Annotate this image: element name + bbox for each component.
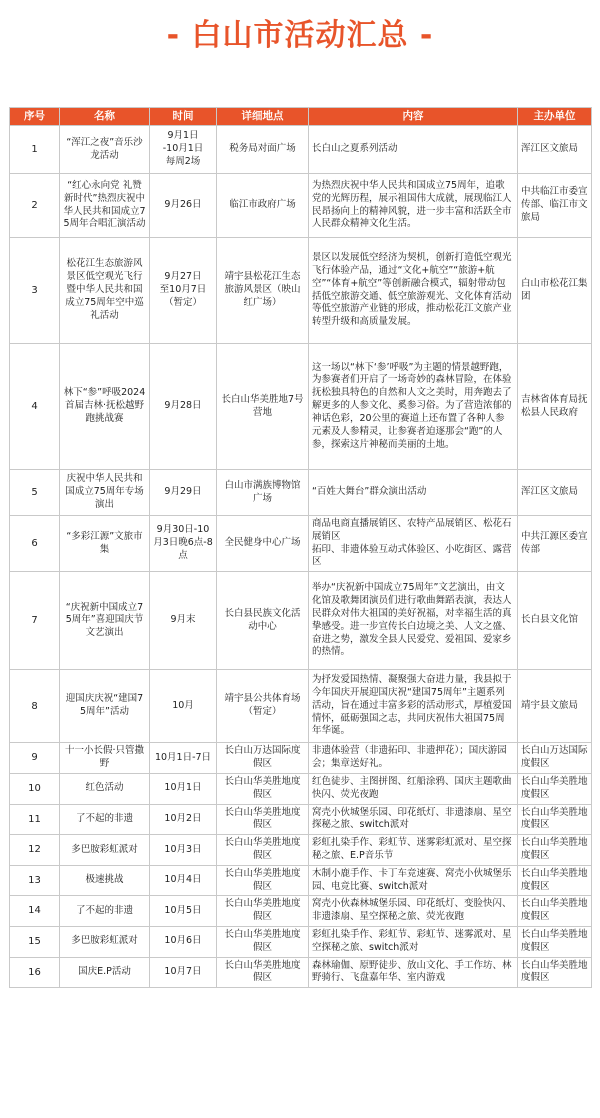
cell-organizer-text: 长白山华美胜地度假区 [521, 837, 588, 861]
cell-content-text: 森林瑜伽、原野徒步、放山文化、手工作坊、林野骑行、飞盘嘉年华、室内游戏 [312, 959, 512, 984]
cell-venue [217, 174, 309, 238]
cell-venue [217, 238, 309, 344]
cell-name-text: 红色活动 [85, 782, 124, 794]
cell-time [150, 238, 217, 344]
cell-time [150, 957, 217, 988]
cell-time-text: 10月6日 [164, 935, 202, 947]
cell-no [10, 572, 60, 670]
table-row [10, 344, 592, 470]
table-row [10, 470, 592, 516]
cell-content [309, 126, 518, 174]
cell-name-text: 了不起的非遗 [75, 904, 133, 916]
cell-no-text: 8 [31, 700, 38, 712]
cell-name [60, 238, 150, 344]
page-title: - 白山市活动汇总 - [166, 18, 434, 53]
cell-organizer-text: 长白山华美胜地度假区 [521, 898, 588, 923]
cell-no [10, 804, 60, 835]
cell-content [309, 773, 518, 804]
cell-organizer [518, 572, 592, 670]
cell-organizer [518, 174, 592, 238]
cell-name-text: “浑江之夜”音乐沙龙活动 [66, 136, 143, 161]
cell-venue-text: 长白山华美胜地度假区 [224, 959, 301, 984]
cell-content [309, 957, 518, 988]
table-row [10, 804, 592, 835]
cell-no-text: 6 [31, 537, 38, 549]
cell-no-text: 13 [28, 874, 41, 886]
cell-name [60, 804, 150, 835]
cell-venue-text: 白山市满族博物馆广场 [224, 479, 301, 504]
header-organizer: 主办单位 [518, 108, 592, 126]
cell-no-text: 1 [31, 143, 38, 155]
cell-content [309, 896, 518, 927]
cell-no [10, 670, 60, 743]
cell-name-text: 林下“参”呼吸2024首届吉林·抚松越野跑挑战赛 [63, 387, 146, 424]
cell-time [150, 670, 217, 743]
cell-no [10, 126, 60, 174]
cell-time [150, 835, 217, 866]
cell-time-text: 10月1日 [164, 782, 202, 794]
cell-no [10, 773, 60, 804]
cell-no [10, 470, 60, 516]
cell-name [60, 896, 150, 927]
cell-content-text: 红色徒步、主图拼图、红船涂鸦、国庆主题歌曲快闪、荧光夜跑 [312, 775, 512, 800]
cell-content-text: 景区以发展低空经济为契机，创新打造低空观光飞行体验产品，通过“文化+航空”“旅游+航空”“体育+航空”等创新融合模式，辐射带动包括低空旅游交通、低空旅游观光、文化体育活动等低空旅游产业链的形成，推动松花江文旅产业转型升级和高质量发展。 [312, 252, 512, 328]
cell-time-text: 9月26日 [164, 199, 202, 211]
cell-organizer [518, 516, 592, 572]
cell-organizer-text: 中共临江市委宣传部、临江市文旅局 [521, 186, 588, 223]
cell-venue-text: 长白山华美胜地度假区 [224, 775, 301, 800]
cell-organizer-text: 浑江区文旅局 [521, 143, 579, 155]
cell-name-text: 十一小长假·只管撒野 [64, 745, 145, 770]
cell-no-text: 7 [31, 615, 38, 626]
cell-venue [217, 773, 309, 804]
cell-content-text: “百姓大舞台”群众演出活动 [312, 486, 427, 498]
cell-venue-text: 税务局对面广场 [229, 143, 296, 155]
cell-organizer [518, 126, 592, 174]
cell-organizer-text: 吉林省体育局抚松县人民政府 [521, 393, 588, 418]
cell-no [10, 927, 60, 958]
cell-content-text: 为热烈庆祝中华人民共和国成立75周年，追歌党的光辉历程，展示祖国伟大成就，展现临江人民昂扬向上的精神风貌，进一步丰富和活跃全市人民群众精神文化生活。 [312, 179, 512, 230]
cell-time [150, 743, 217, 774]
cell-venue-text: 靖宇县松花江生态旅游风景区（映山红广场） [224, 271, 301, 308]
cell-content-text: 举办“庆祝新中国成立75周年”文艺演出，由文化馆及歌舞团演员们进行歌曲舞蹈表演，表达人民群众对伟大祖国的美好祝福，对幸福生活的真挚感受。进一步宣传长白边境之美、人文之盛、奋进之势，激发全县人民爱党、爱祖国、爱家乡的热情。 [312, 582, 512, 658]
cell-name [60, 516, 150, 572]
cell-name [60, 126, 150, 174]
cell-organizer [518, 743, 592, 774]
cell-time [150, 470, 217, 516]
cell-name-text: 庆祝中华人民共和国成立75周年专场演出 [65, 473, 144, 510]
cell-name-text: “红心永向党 礼赞新时代”热烈庆祝中华人民共和国成立75周年合唱汇演活动 [63, 179, 146, 230]
cell-no-text: 10 [28, 782, 41, 794]
cell-organizer [518, 238, 592, 344]
cell-time [150, 516, 217, 572]
cell-organizer-text: 长白山万达国际度假区 [521, 745, 588, 770]
cell-organizer [518, 344, 592, 470]
cell-time [150, 896, 217, 927]
cell-no-text: 11 [28, 813, 41, 825]
cell-no [10, 174, 60, 238]
header-venue: 详细地点 [217, 108, 309, 126]
cell-name [60, 670, 150, 743]
cell-time-text: 9月28日 [164, 400, 202, 412]
cell-name [60, 572, 150, 670]
cell-name [60, 344, 150, 470]
cell-organizer-text: 浑江区文旅局 [521, 486, 579, 498]
cell-organizer-text: 长白山华美胜地度假区 [521, 959, 588, 984]
cell-venue [217, 804, 309, 835]
table-row [10, 572, 592, 670]
table-row [10, 957, 592, 988]
cell-content [309, 743, 518, 774]
cell-name [60, 470, 150, 516]
cell-content-text: 这一场以“林下‘参’呼吸”为主题的情景越野跑，为参赛者们开启了一场奇妙的森林冒险，在体验抚松独具特色的自然和人文之美时，用奔跑去了解更多的人参文化、奚参习俗。为了营造浓郁的神话色彩，20公里的赛道上还布置了各种人参元素及人参精灵，让参赛者迫逐那会“跑”的人参，探索这片神秘而美丽的土地。 [312, 361, 512, 450]
cell-organizer-text: 长白县文化馆 [521, 614, 579, 626]
cell-content-text: 窝壳小伙城堡乐园、印花纸灯、非遗漆扇、星空探秘之旅、switch派对 [312, 806, 512, 831]
cell-venue-text: 长白山万达国际度假区 [224, 745, 301, 770]
cell-venue-text: 长白县民族文化活动中心 [224, 607, 301, 632]
table-row [10, 773, 592, 804]
table-row [10, 516, 592, 572]
cell-content [309, 572, 518, 670]
cell-name [60, 743, 150, 774]
table-row [10, 670, 592, 743]
cell-content-text: 长白山之夏系列活动 [312, 143, 398, 155]
table-row [10, 743, 592, 774]
table-row [10, 238, 592, 344]
cell-content-text: 木制小鹿手作、卡丁车竞速赛、窝壳小伙城堡乐园、电竞比赛、switch派对 [312, 867, 512, 892]
cell-venue-text: 长白山华美胜地7号营地 [221, 393, 304, 418]
cell-time-text: 10月5日 [164, 904, 202, 916]
cell-name [60, 865, 150, 896]
cell-content [309, 344, 518, 470]
cell-content [309, 804, 518, 835]
cell-organizer-text: 白山市松花江集团 [521, 277, 588, 302]
header-no: 序号 [10, 108, 60, 126]
cell-organizer-text: 长白山华美胜地度假区 [521, 806, 588, 831]
cell-venue [217, 470, 309, 516]
cell-no-text: 9 [31, 752, 38, 764]
cell-content [309, 927, 518, 958]
cell-venue [217, 572, 309, 670]
cell-venue-text: 长白山华美胜地度假区 [224, 929, 301, 953]
cell-venue [217, 516, 309, 572]
cell-time [150, 773, 217, 804]
cell-name-text: 多巴胺彩虹派对 [71, 843, 138, 855]
cell-venue-text: 长白山华美胜地度假区 [224, 898, 301, 923]
cell-name [60, 174, 150, 238]
cell-no-text: 12 [28, 844, 41, 856]
cell-time-text: 10月3日 [164, 843, 202, 855]
cell-time [150, 126, 217, 174]
cell-no [10, 835, 60, 866]
table-row [10, 865, 592, 896]
cell-venue [217, 927, 309, 958]
header-content: 内容 [309, 108, 518, 126]
table-row [10, 896, 592, 927]
cell-name-text: 极速挑战 [85, 874, 124, 886]
cell-no-text: 15 [28, 936, 41, 948]
table-row [10, 835, 592, 866]
cell-content [309, 174, 518, 238]
cell-organizer-text: 长白山华美胜地度假区 [521, 775, 588, 800]
cell-organizer [518, 835, 592, 866]
cell-no-text: 14 [28, 905, 41, 917]
cell-venue [217, 835, 309, 866]
cell-venue-text: 靖宇县公共体育场（暂定） [224, 693, 301, 718]
cell-venue-text: 临江市政府广场 [229, 199, 296, 211]
cell-venue [217, 670, 309, 743]
cell-time [150, 927, 217, 958]
cell-content-text: 彩虹扎染手作、彩虹节、彩虹节、迷雾派对、星空探秘之旅、switch派对 [312, 929, 512, 953]
cell-time-text: 9月30日-10月3日晚6点-8点 [153, 524, 213, 562]
cell-organizer [518, 804, 592, 835]
cell-no-text: 3 [31, 284, 38, 296]
header-time: 时间 [150, 108, 217, 126]
cell-no [10, 238, 60, 344]
cell-time [150, 174, 217, 238]
cell-time-text: 10月1日-7日 [154, 751, 212, 763]
cell-time-text: 9月1日 -10月1日 每周2场 [162, 130, 204, 167]
cell-name-text: “多彩江源”文旅市集 [66, 530, 143, 555]
table-header-row [10, 108, 592, 126]
cell-time-text: 9月29日 [164, 486, 202, 498]
cell-no-text: 2 [31, 199, 38, 211]
cell-name-text: 了不起的非遗 [75, 812, 133, 824]
cell-content [309, 238, 518, 344]
cell-venue [217, 865, 309, 896]
cell-no-text: 4 [31, 400, 38, 412]
cell-time-text: 10月2日 [164, 812, 202, 824]
cell-no [10, 516, 60, 572]
cell-venue-text: 长白山华美胜地度假区 [224, 867, 301, 892]
cell-venue [217, 344, 309, 470]
cell-no-text: 16 [28, 966, 41, 978]
cell-content-text: 商品电商直播展销区、农特产品展销区、松花石展销区 拓印、非遗体验互动式体验区、小吃街区、露营区 [312, 518, 512, 568]
cell-organizer [518, 670, 592, 743]
events-table [9, 107, 592, 988]
cell-organizer-text: 中共江源区委宣传部 [521, 530, 588, 555]
cell-organizer [518, 957, 592, 988]
cell-venue [217, 896, 309, 927]
cell-time [150, 572, 217, 670]
cell-name-text: “庆祝新中国成立75周年”喜迎国庆节文艺演出 [65, 601, 144, 639]
cell-name [60, 773, 150, 804]
table-row [10, 927, 592, 958]
cell-time [150, 344, 217, 470]
cell-organizer-text: 长白山华美胜地度假区 [521, 867, 588, 892]
cell-no [10, 743, 60, 774]
cell-name [60, 835, 150, 866]
cell-content [309, 835, 518, 866]
cell-content-text: 非遗体验营（非遗拓印、非遗押花）；国庆游园会；集章送好礼。 [312, 745, 507, 770]
cell-name-text: 国庆E.P活动 [78, 966, 131, 978]
cell-organizer-text: 长白山华美胜地度假区 [521, 929, 588, 953]
cell-time [150, 865, 217, 896]
cell-organizer-text: 靖宇县文旅局 [521, 699, 579, 711]
cell-organizer [518, 927, 592, 958]
cell-content [309, 670, 518, 743]
cell-content [309, 865, 518, 896]
cell-venue-text: 长白山华美胜地度假区 [224, 837, 301, 861]
cell-organizer [518, 865, 592, 896]
cell-time-text: 9月末 [170, 614, 196, 626]
cell-content-text: 窝壳小伙森林城堡乐园、印花纸灯、变脸快闪、非遗漆扇、星空探秘之旅、荧光夜跑 [312, 898, 512, 923]
header-name: 名称 [60, 108, 150, 126]
cell-venue [217, 126, 309, 174]
cell-content-text: 为抒发爱国热情、凝聚强大奋进力量，我县拟于今年国庆开展迎国庆祝“建国75周年”主题系列活动，旨在通过丰富多彩的活动形式，厚植爱国情怀，砥砺强国之志，共同庆祝伟大祖国75周年华诞。 [312, 674, 512, 737]
cell-venue-text: 全民健身中心广场 [224, 537, 301, 549]
cell-no [10, 957, 60, 988]
cell-content [309, 470, 518, 516]
cell-time-text: 9月27日 至10月7日 （暂定） [159, 271, 207, 308]
cell-venue [217, 743, 309, 774]
cell-time-text: 10月 [172, 699, 194, 711]
cell-no-text: 5 [31, 486, 38, 498]
cell-name-text: 迎国庆庆祝“建国75周年”活动 [65, 693, 144, 718]
cell-venue-text: 长白山华美胜地度假区 [224, 806, 301, 831]
cell-time-text: 10月7日 [164, 966, 202, 978]
cell-no [10, 896, 60, 927]
cell-name-text: 多巴胺彩虹派对 [71, 935, 138, 947]
cell-no [10, 865, 60, 896]
cell-name [60, 957, 150, 988]
cell-content [309, 516, 518, 572]
cell-organizer [518, 773, 592, 804]
cell-organizer [518, 470, 592, 516]
cell-name-text: 松花江生态旅游风景区低空观光飞行暨中华人民共和国成立75周年空中巡礼活动 [65, 258, 144, 321]
cell-time-text: 10月4日 [164, 874, 202, 886]
cell-time [150, 804, 217, 835]
cell-no [10, 344, 60, 470]
table-row [10, 126, 592, 174]
cell-content-text: 彩虹扎染手作、彩虹节、迷雾彩虹派对、星空探秘之旅、E.P音乐节 [312, 837, 512, 861]
table-row [10, 174, 592, 238]
cell-organizer [518, 896, 592, 927]
cell-name [60, 927, 150, 958]
cell-venue [217, 957, 309, 988]
